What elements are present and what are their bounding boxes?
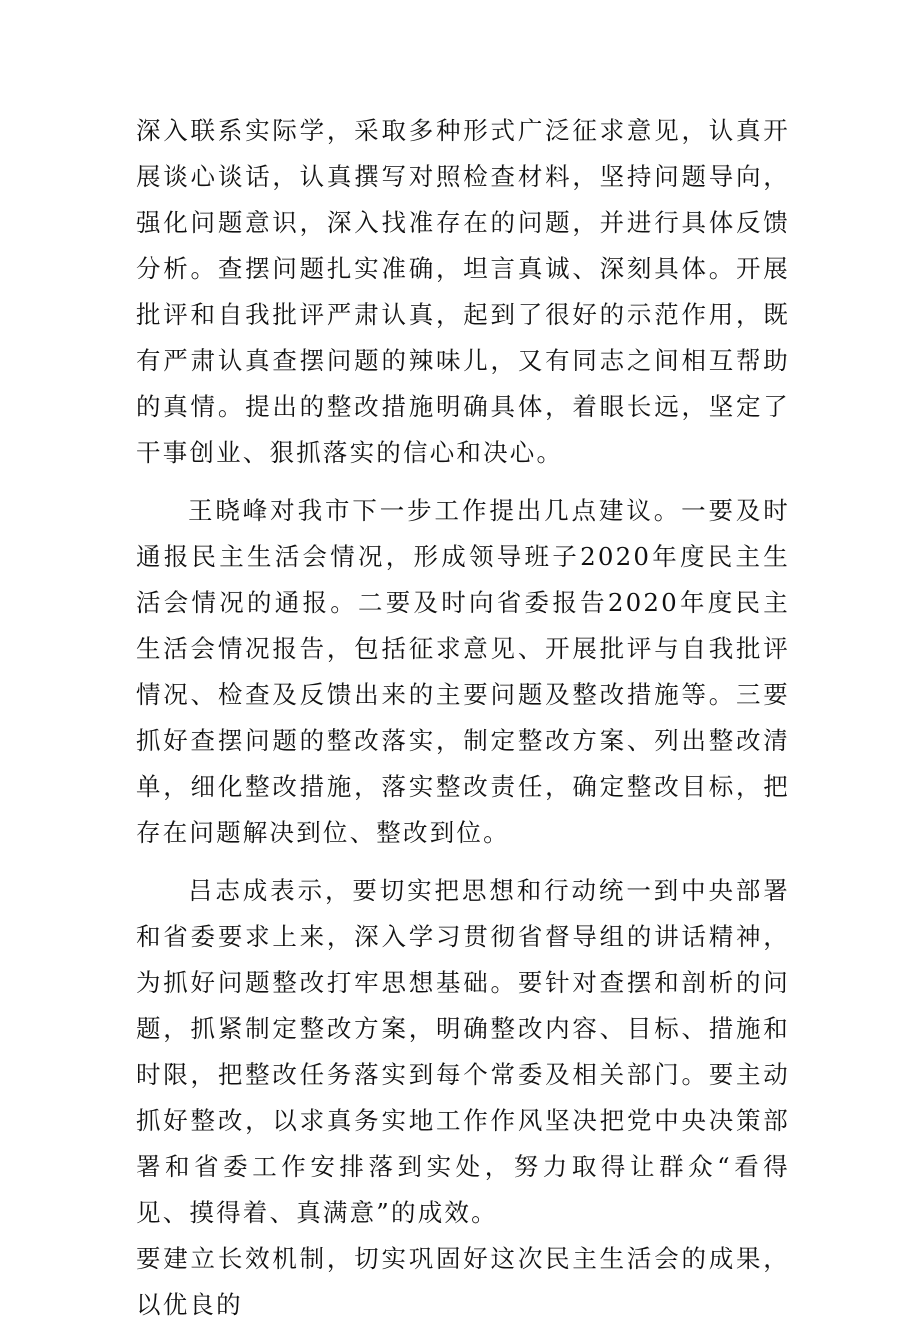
document-body [136, 108, 790, 1328]
paragraph-2: 王晓峰对我市下一步工作提出几点建议。一要及时通报民主生活会情况，形成领导班子2020年度民主生活会情况的通报。二要及时向省委报告2020年度民主生活会情况报告，包括征求意见、开展批评与自我批评情况、检查及反馈出来的主要问题及整改措施等。三要抓好查摆问题的整改落实，制定整改方案、列出整改清单，细化整改措施，落实整改责任，确定整改目标，把存在问题解决到位、整改到位。 [136, 496, 790, 847]
paragraph-3: 吕志成表示，要切实把思想和行动统一到中央部署和省委要求上来，深入学习贯彻省督导组的讲话精神，为抓好问题整改打牢思想基础。要针对查摆和剖析的问题，抓紧制定整改方案，明确整改内容、目标、措施和时限，把整改任务落实到每个常委及相关部门。要主动抓好整改，以求真务实地工作作风坚决把党中央决策部署和省委工作安排落到实处，努力取得让群众“看得见、摸得着、真满意”的成效。 [136, 876, 790, 1227]
paragraph-1: 深入联系实际学，采取多种形式广泛征求意见，认真开展谈心谈话，认真撰写对照检查材料，坚持问题导向，强化问题意识，深入找准存在的问题，并进行具体反馈分析。查摆问题扎实准确，坦言真诚、深刻具体。开展批评和自我批评严肃认真，起到了很好的示范作用，既有严肃认真查摆问题的辣味儿，又有同志之间相互帮助的真情。提出的整改措施明确具体，着眼长远，坚定了干事创业、狠抓落实的信心和决心。 [136, 116, 790, 467]
paragraph-4: 要建立长效机制，切实巩固好这次民主生活会的成果，以优良的 [136, 1244, 790, 1319]
